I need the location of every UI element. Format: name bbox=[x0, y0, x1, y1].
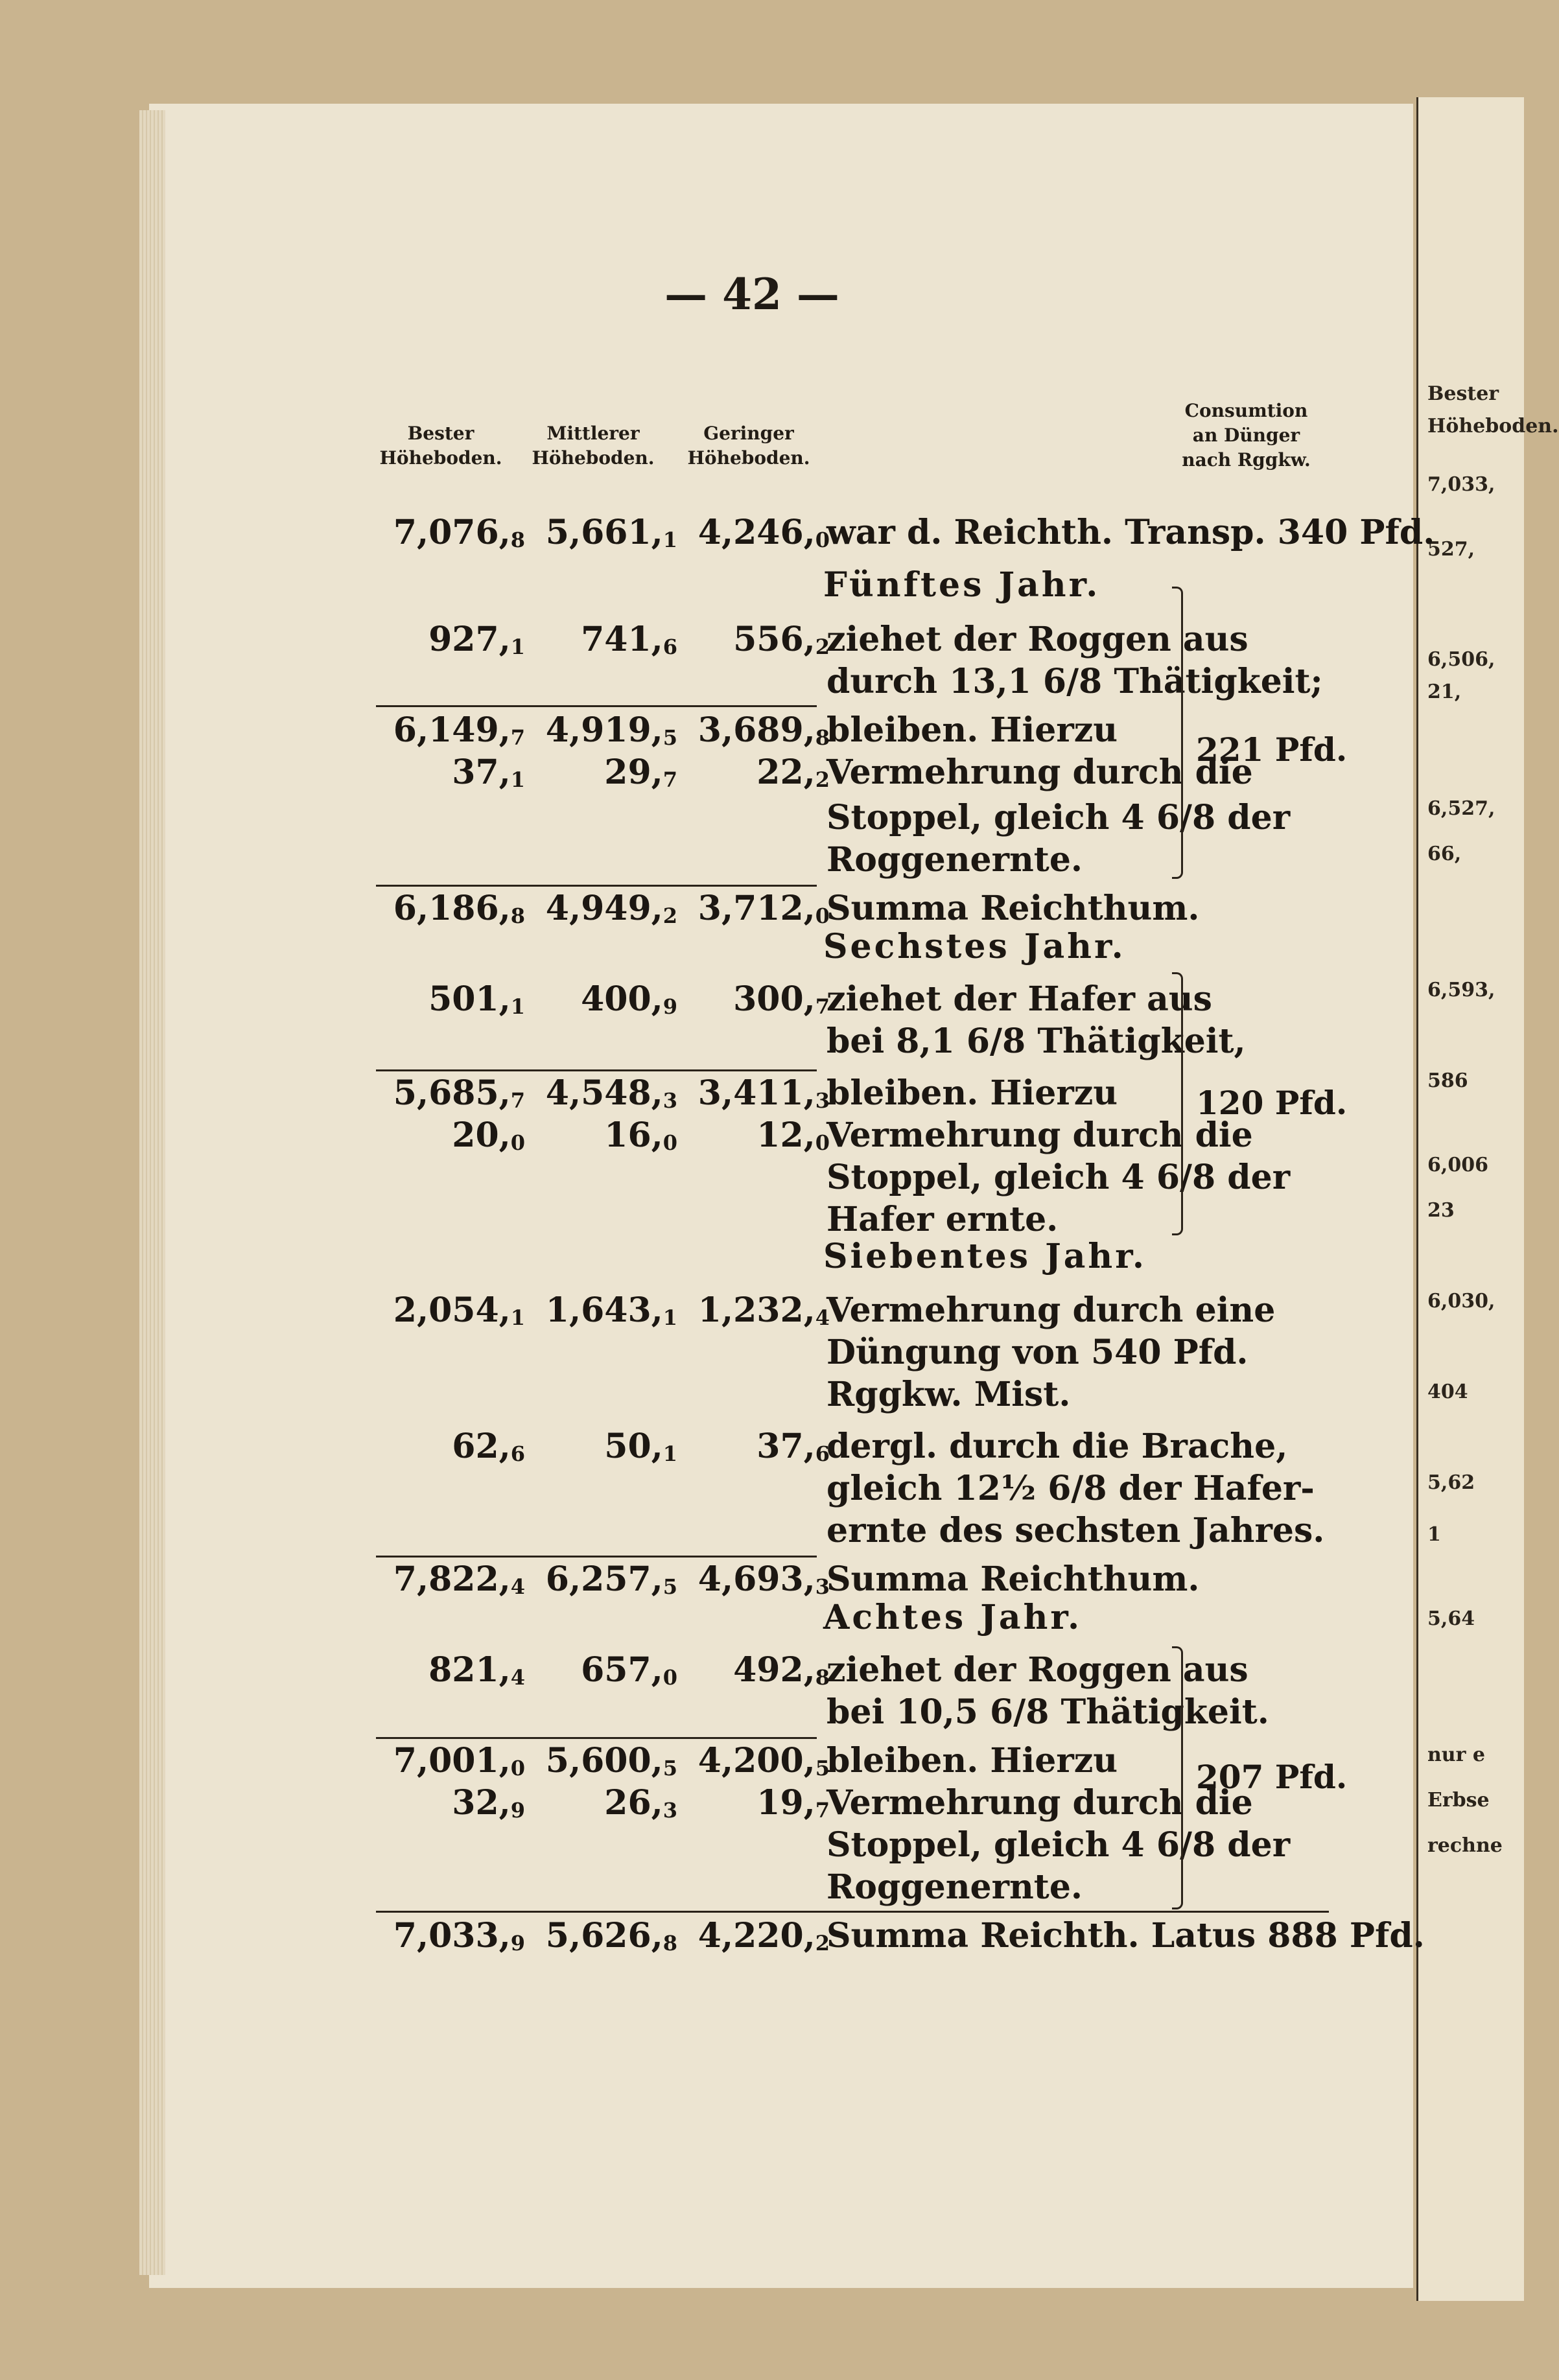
value-cell bbox=[677, 1559, 830, 1607]
row-text: Stoppel, gleich 4 6/8 der bbox=[826, 1825, 1291, 1865]
column-header-line: Geringer bbox=[703, 423, 794, 444]
value: 7,001, bbox=[393, 1741, 511, 1780]
value: 29, bbox=[604, 752, 663, 792]
value-decimal: 4 bbox=[815, 1305, 830, 1330]
sum-rule bbox=[376, 1911, 1329, 1913]
facing-page-text: 23 bbox=[1427, 1199, 1455, 1222]
value-decimal: 0 bbox=[510, 1755, 525, 1780]
consumption-amount: 120 Pfd. bbox=[1196, 1084, 1348, 1122]
value-decimal: 0 bbox=[662, 1130, 677, 1155]
value-decimal: 0 bbox=[662, 1664, 677, 1690]
value-decimal: 0 bbox=[510, 1130, 525, 1155]
facing-page-text: 6,006 bbox=[1427, 1154, 1488, 1176]
facing-page-text: 66, bbox=[1427, 843, 1462, 865]
row-text: ernte des sechsten Jahres. bbox=[826, 1511, 1325, 1550]
value-cell bbox=[525, 1740, 677, 1789]
value-decimal: 1 bbox=[510, 994, 525, 1019]
sum-rule bbox=[376, 885, 817, 887]
row-text: Vermehrung durch die bbox=[826, 1783, 1253, 1823]
value-cell bbox=[525, 1115, 677, 1163]
value: 501, bbox=[428, 979, 511, 1019]
value: 2,054, bbox=[393, 1290, 511, 1330]
facing-page-text: 7,033, bbox=[1427, 473, 1495, 496]
value-cell bbox=[677, 888, 830, 937]
page-number: — 42 — bbox=[664, 269, 839, 320]
value: 741, bbox=[581, 620, 663, 659]
value-cell bbox=[373, 619, 525, 668]
row-text: Summa Reichthum. bbox=[826, 1559, 1200, 1599]
value-cell bbox=[373, 1782, 525, 1831]
value-decimal: 7 bbox=[662, 767, 677, 792]
value-decimal: 2 bbox=[662, 903, 677, 928]
value-decimal: 6 bbox=[510, 1441, 525, 1466]
row-text: Vermehrung durch die bbox=[826, 752, 1253, 792]
value-cell bbox=[677, 1073, 830, 1121]
column-header-mittlerer bbox=[528, 421, 658, 471]
column-header-bester bbox=[376, 421, 506, 471]
value-cell bbox=[525, 1426, 677, 1475]
value-cell bbox=[525, 1650, 677, 1698]
row-text: Stoppel, gleich 4 6/8 der bbox=[826, 798, 1291, 837]
value-cell bbox=[373, 710, 525, 758]
value: 400, bbox=[581, 979, 663, 1019]
value-cell bbox=[525, 1559, 677, 1607]
row-text: durch 13,1 6/8 Thätigkeit; bbox=[826, 662, 1323, 701]
row-text: Vermehrung durch eine bbox=[826, 1290, 1276, 1330]
value-decimal: 2 bbox=[815, 634, 830, 659]
year-heading: Achtes Jahr. bbox=[823, 1598, 1083, 1637]
column-header-consumtion bbox=[1177, 399, 1316, 472]
bracket bbox=[1172, 972, 1183, 1235]
sum-rule bbox=[376, 705, 817, 707]
value: 22, bbox=[756, 752, 815, 792]
row-text: ziehet der Roggen aus bbox=[826, 1650, 1248, 1690]
row-text: Düngung von 540 Pfd. bbox=[826, 1333, 1248, 1372]
value-decimal: 9 bbox=[662, 994, 677, 1019]
row-text: bei 8,1 6/8 Thätigkeit, bbox=[826, 1021, 1246, 1061]
facing-page-fragment bbox=[1416, 97, 1559, 2301]
value-cell bbox=[677, 752, 830, 800]
facing-page-text: 586 bbox=[1427, 1069, 1468, 1092]
value-cell bbox=[677, 619, 830, 668]
column-header-line: Höheboden. bbox=[687, 447, 810, 469]
facing-page-text: 1 bbox=[1427, 1523, 1441, 1546]
sum-rule bbox=[376, 1069, 817, 1071]
value-cell bbox=[677, 512, 830, 561]
facing-page-text: 21, bbox=[1427, 681, 1462, 703]
value-decimal: 3 bbox=[815, 1088, 830, 1113]
value-cell bbox=[677, 1740, 830, 1789]
row-text: bleiben. Hierzu bbox=[826, 1073, 1118, 1113]
value: 5,626, bbox=[545, 1916, 663, 1955]
facing-page-text: Bester bbox=[1427, 382, 1499, 405]
row-text: Roggenernte. bbox=[826, 1867, 1083, 1907]
facing-page-text: 6,030, bbox=[1427, 1290, 1495, 1312]
value-decimal: 8 bbox=[815, 1664, 830, 1690]
value-decimal: 5 bbox=[662, 725, 677, 750]
value-decimal: 1 bbox=[510, 767, 525, 792]
value-cell bbox=[373, 1650, 525, 1698]
consumption-amount: 207 Pfd. bbox=[1196, 1758, 1348, 1796]
consumption-amount: 221 Pfd. bbox=[1196, 730, 1348, 769]
value-decimal: 5 bbox=[815, 1755, 830, 1780]
row-text: gleich 12½ 6/8 der Hafer- bbox=[826, 1469, 1315, 1508]
value-cell bbox=[525, 1915, 677, 1964]
row-text: Roggenernte. bbox=[826, 840, 1083, 880]
value-cell bbox=[525, 710, 677, 758]
value-decimal: 9 bbox=[510, 1797, 525, 1823]
row-text: Hafer ernte. bbox=[826, 1200, 1059, 1239]
value-decimal: 0 bbox=[815, 903, 830, 928]
value-cell bbox=[373, 1559, 525, 1607]
value-decimal: 3 bbox=[815, 1574, 830, 1599]
value: 1,232, bbox=[697, 1290, 815, 1330]
value-decimal: 5 bbox=[662, 1755, 677, 1780]
value-cell bbox=[373, 752, 525, 800]
value-cell bbox=[677, 1115, 830, 1163]
value-decimal: 1 bbox=[662, 1441, 677, 1466]
value-decimal: 6 bbox=[815, 1441, 830, 1466]
year-heading: Fünftes Jahr. bbox=[823, 565, 1101, 605]
value-cell bbox=[677, 979, 830, 1027]
facing-page-text: 5,64 bbox=[1427, 1607, 1475, 1630]
value-cell bbox=[525, 619, 677, 668]
value-cell bbox=[373, 1740, 525, 1789]
value-decimal: 8 bbox=[510, 903, 525, 928]
year-heading: Siebentes Jahr. bbox=[823, 1237, 1147, 1276]
value: 657, bbox=[581, 1650, 663, 1690]
value-decimal: 1 bbox=[662, 1305, 677, 1330]
value: 3,411, bbox=[697, 1073, 815, 1113]
value-cell bbox=[525, 1290, 677, 1338]
value: 26, bbox=[604, 1783, 663, 1823]
row-text: bleiben. Hierzu bbox=[826, 710, 1118, 750]
value: 5,661, bbox=[545, 513, 663, 552]
sum-rule bbox=[376, 1737, 817, 1739]
value: 19, bbox=[756, 1783, 815, 1823]
value: 4,548, bbox=[545, 1073, 663, 1113]
facing-page-text: 6,593, bbox=[1427, 979, 1495, 1001]
value: 556, bbox=[733, 620, 815, 659]
value-decimal: 1 bbox=[510, 634, 525, 659]
value: 62, bbox=[452, 1427, 511, 1466]
value: 6,186, bbox=[393, 889, 511, 928]
value-cell bbox=[373, 1073, 525, 1121]
value: 927, bbox=[428, 620, 511, 659]
value-decimal: 4 bbox=[510, 1664, 525, 1690]
value: 12, bbox=[756, 1115, 815, 1155]
value: 7,822, bbox=[393, 1559, 511, 1599]
value: 20, bbox=[452, 1115, 511, 1155]
year-heading: Sechstes Jahr. bbox=[823, 927, 1126, 966]
row-text: Rggkw. Mist. bbox=[826, 1375, 1071, 1414]
column-header-line: Bester bbox=[407, 423, 475, 444]
facing-page-text: 404 bbox=[1427, 1381, 1468, 1403]
facing-page-text: Erbse bbox=[1427, 1789, 1490, 1812]
value: 6,257, bbox=[545, 1559, 663, 1599]
value-cell bbox=[373, 1915, 525, 1964]
value-decimal: 1 bbox=[662, 527, 677, 552]
value: 16, bbox=[604, 1115, 663, 1155]
row-text: war d. Reichth. Transp. 340 Pfd. bbox=[826, 513, 1435, 552]
facing-page-text: 5,62 bbox=[1427, 1471, 1475, 1494]
value-decimal: 0 bbox=[815, 1130, 830, 1155]
value: 4,220, bbox=[697, 1916, 815, 1955]
row-text: Stoppel, gleich 4 6/8 der bbox=[826, 1158, 1291, 1197]
column-header-line: Höheboden. bbox=[379, 447, 502, 469]
row-text: Summa Reichth. Latus 888 Pfd. bbox=[826, 1916, 1425, 1955]
value-cell bbox=[677, 1650, 830, 1698]
bracket bbox=[1172, 587, 1183, 879]
value-decimal: 7 bbox=[510, 1088, 525, 1113]
value-cell bbox=[677, 1290, 830, 1338]
value: 4,246, bbox=[697, 513, 815, 552]
column-header-line: Consumtion bbox=[1184, 400, 1308, 421]
value-decimal: 5 bbox=[662, 1574, 677, 1599]
value-cell bbox=[525, 512, 677, 561]
sum-rule bbox=[376, 1556, 817, 1558]
row-text: ziehet der Roggen aus bbox=[826, 620, 1248, 659]
value: 821, bbox=[428, 1650, 511, 1690]
page-edges bbox=[139, 110, 165, 2275]
value: 32, bbox=[452, 1783, 511, 1823]
value: 4,919, bbox=[545, 710, 663, 750]
value-decimal: 1 bbox=[510, 1305, 525, 1330]
value: 37, bbox=[756, 1427, 815, 1466]
value: 6,149, bbox=[393, 710, 511, 750]
value-cell bbox=[373, 1426, 525, 1475]
value-cell bbox=[677, 710, 830, 758]
row-text: Summa Reichthum. bbox=[826, 889, 1200, 928]
column-header-line: Mittlerer bbox=[546, 423, 640, 444]
value-cell bbox=[525, 1782, 677, 1831]
value-decimal: 4 bbox=[510, 1574, 525, 1599]
value-decimal: 7 bbox=[815, 994, 830, 1019]
value-cell bbox=[677, 1782, 830, 1831]
value-decimal: 6 bbox=[662, 634, 677, 659]
value-decimal: 8 bbox=[510, 527, 525, 552]
value-decimal: 8 bbox=[815, 725, 830, 750]
value-cell bbox=[525, 888, 677, 937]
value: 7,033, bbox=[393, 1916, 511, 1955]
value: 7,076, bbox=[393, 513, 511, 552]
row-text: Vermehrung durch die bbox=[826, 1115, 1253, 1155]
value-decimal: 3 bbox=[662, 1797, 677, 1823]
value-decimal: 0 bbox=[815, 527, 830, 552]
bracket bbox=[1172, 1646, 1183, 1909]
column-header-geringer bbox=[684, 421, 814, 471]
column-header-line: Höheboden. bbox=[532, 447, 655, 469]
value: 37, bbox=[452, 752, 511, 792]
row-text: ziehet der Hafer aus bbox=[826, 979, 1212, 1019]
facing-page-text: 527, bbox=[1427, 538, 1475, 561]
facing-page-text: 6,506, bbox=[1427, 648, 1495, 671]
value-cell bbox=[677, 1426, 830, 1475]
value-decimal: 7 bbox=[815, 1797, 830, 1823]
value: 4,693, bbox=[697, 1559, 815, 1599]
value-decimal: 9 bbox=[510, 1930, 525, 1955]
value: 4,200, bbox=[697, 1741, 815, 1780]
column-header-line: nach Rggkw. bbox=[1182, 449, 1311, 471]
value-cell bbox=[525, 752, 677, 800]
value: 5,600, bbox=[545, 1741, 663, 1780]
value-cell bbox=[373, 1115, 525, 1163]
value: 4,949, bbox=[545, 889, 663, 928]
value-cell bbox=[373, 979, 525, 1027]
facing-page-text: nur e bbox=[1427, 1744, 1485, 1766]
facing-page-text: rechne bbox=[1427, 1834, 1503, 1857]
column-header-line: an Dünger bbox=[1192, 425, 1300, 446]
value: 50, bbox=[604, 1427, 663, 1466]
value-decimal: 3 bbox=[662, 1088, 677, 1113]
value-cell bbox=[373, 512, 525, 561]
value-decimal: 7 bbox=[510, 725, 525, 750]
facing-page-text: 6,527, bbox=[1427, 797, 1495, 820]
row-text: bei 10,5 6/8 Thätigkeit. bbox=[826, 1692, 1269, 1732]
value: 3,689, bbox=[697, 710, 815, 750]
value: 3,712, bbox=[697, 889, 815, 928]
value-cell bbox=[677, 1915, 830, 1964]
value-cell bbox=[525, 1073, 677, 1121]
value: 492, bbox=[733, 1650, 815, 1690]
value: 1,643, bbox=[545, 1290, 663, 1330]
value-decimal: 8 bbox=[662, 1930, 677, 1955]
value-cell bbox=[525, 979, 677, 1027]
row-text: dergl. durch die Brache, bbox=[826, 1427, 1288, 1466]
row-text: bleiben. Hierzu bbox=[826, 1741, 1118, 1780]
value-decimal: 2 bbox=[815, 1930, 830, 1955]
facing-page-text: Höheboden. bbox=[1427, 415, 1559, 438]
value: 5,685, bbox=[393, 1073, 511, 1113]
value-cell bbox=[373, 888, 525, 937]
value-cell bbox=[373, 1290, 525, 1338]
value-decimal: 2 bbox=[815, 767, 830, 792]
value: 300, bbox=[733, 979, 815, 1019]
